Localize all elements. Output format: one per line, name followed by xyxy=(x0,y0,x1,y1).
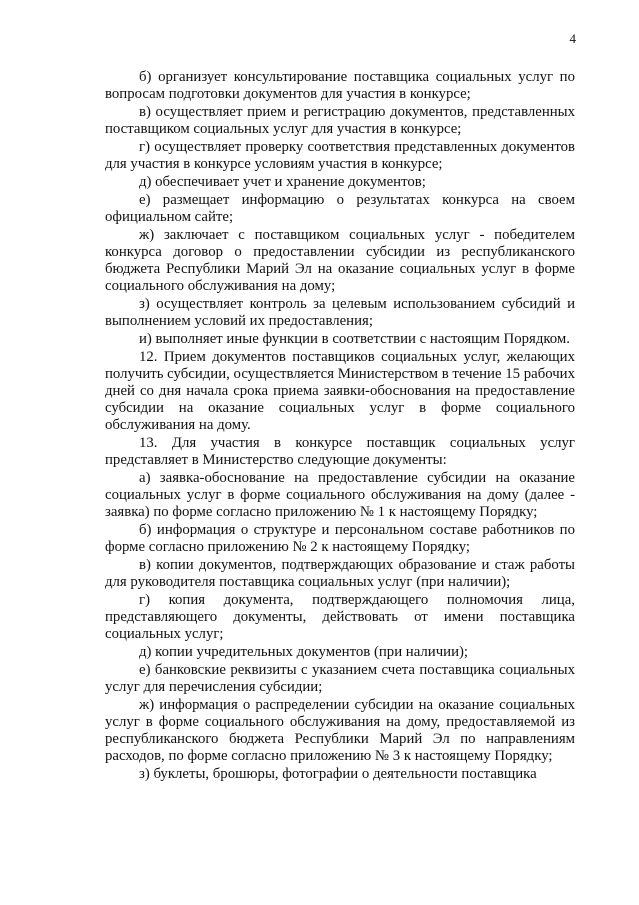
document-item-g-authority-copy: г) копия документа, подтверждающего полномочия лица, представляющего документы, действовать от имени поставщика социальных услуг; xyxy=(105,592,575,643)
clause-12: 12. Прием документов поставщиков социальных услуг, желающих получить субсидии, осуществляется Министерством в течение 15 рабочих дней со дня начала срока приема заявки-обоснования на предоставление субсидии на оказание социальных услуг в форме социального обслуживания на дому. xyxy=(105,348,575,434)
document-item-e-bank-details: е) банковские реквизиты с указанием счета поставщика социальных услуг для перечисления субсидии; xyxy=(105,662,575,696)
paragraph-zh-contract: ж) заключает с поставщиком социальных услуг - победителем конкурса договор о предоставлении субсидии из республиканского бюджета Республики Марий Эл на оказание социальных услуг в форме социального обслуживания на дому; xyxy=(105,226,575,295)
paragraph-g-verification: г) осуществляет проверку соответствия представленных документов для участия в конкурсе условиям участия в конкурсе; xyxy=(105,138,575,173)
paragraph-i-other-functions: и) выполняет иные функции в соответствии с настоящим Порядком. xyxy=(139,330,570,347)
document-item-z-booklets: з) буклеты, брошюры, фотографии о деятельности поставщика xyxy=(139,766,537,783)
paragraph-z-control: з) осуществляет контроль за целевым использованием субсидий и выполнением условий их предоставления; xyxy=(105,296,575,330)
paragraph-v-registration: в) осуществляет прием и регистрацию документов, представленных поставщиком социальных услуг для участия в конкурсе; xyxy=(105,103,575,138)
paragraph-e-publication: е) размещает информацию о результатах конкурса на своем официальном сайте; xyxy=(105,191,575,225)
page-number: 4 xyxy=(569,31,576,46)
document-item-a-application: а) заявка-обоснование на предоставление субсидии на оказание социальных услуг в форме социального обслуживания на дому (далее - заявка) по форме согласно приложению № 1 к настоящему Порядку; xyxy=(105,470,575,521)
document-item-b-staff-info: б) информация о структуре и персональном составе работников по форме согласно приложению № 2 к настоящему Порядку; xyxy=(105,522,575,556)
paragraph-b-consulting: б) организует консультирование поставщика социальных услуг по вопросам подготовки документов для участия в конкурсе; xyxy=(105,69,575,103)
document-item-d-founding-docs: д) копии учредительных документов (при наличии); xyxy=(139,644,469,661)
clause-13: 13. Для участия в конкурсе поставщик социальных услуг представляет в Министерство следующие документы: xyxy=(105,435,575,469)
document-item-v-education-copies: в) копии документов, подтверждающих образование и стаж работы для руководителя поставщика социальных услуг (при наличии); xyxy=(105,557,575,591)
paragraph-d-storage: д) обеспечивает учет и хранение документов; xyxy=(139,173,426,190)
document-item-zh-subsidy-distribution: ж) информация о распределении субсидии на оказание социальных услуг в форме социального обслуживания на дому, предоставляемой из республиканского бюджета Республики Марий Эл по направлениям расходов, по форме согласно приложению № 3 к настоящему Порядку; xyxy=(105,697,575,765)
document-body xyxy=(105,69,575,784)
